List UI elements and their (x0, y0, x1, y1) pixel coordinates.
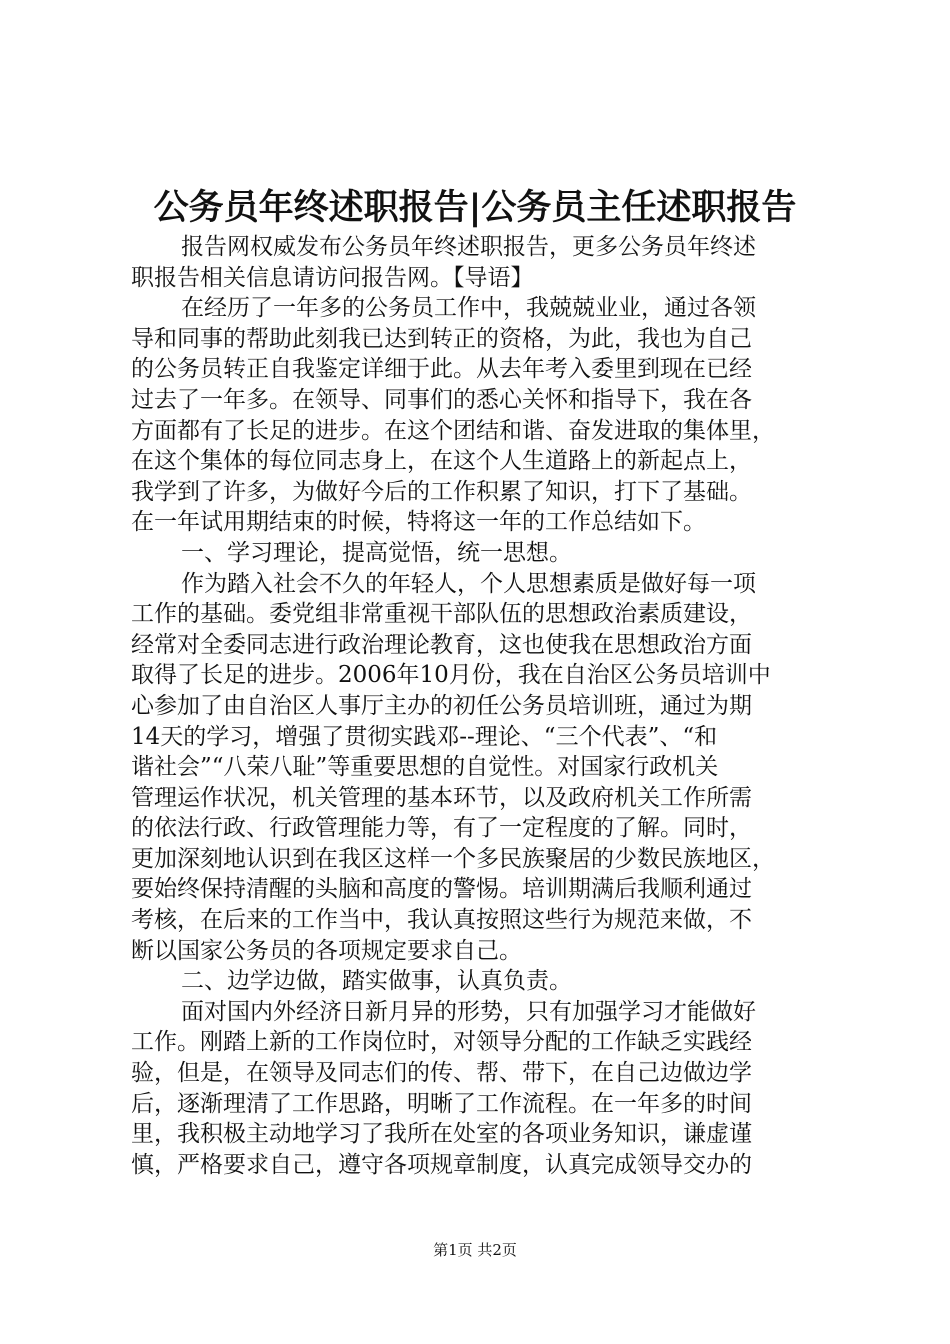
text-line: 更加深刻地认识到在我区这样一个多民族聚居的少数民族地区， (131, 845, 775, 872)
text-line: 心参加了由自治区人事厅主办的初任公务员培训班，通过为期 (131, 692, 752, 719)
text-line: 谐社会”“八荣八耻”等重要思想的自觉性。对国家行政机关 (131, 754, 719, 781)
text-line: 取得了长足的进步。2006年10月份，我在自治区公务员培训中 (131, 662, 771, 689)
text-line: 一、学习理论，提高觉悟，统一思想。 (181, 539, 572, 566)
text-line: 方面都有了长足的进步。在这个团结和谐、奋发进取的集体里， (131, 417, 775, 444)
text-line: 14天的学习，增强了贯彻实践邓--理论、“三个代表”、“和 (131, 723, 718, 750)
text-line: 慎，严格要求自己，遵守各项规章制度，认真完成领导交办的 (131, 1151, 752, 1178)
text-line: 在经历了一年多的公务员工作中，我兢兢业业，通过各领 (181, 295, 756, 322)
text-line: 管理运作状况，机关管理的基本环节，以及政府机关工作所需 (131, 784, 752, 811)
text-line: 工作。刚踏上新的工作岗位时，对领导分配的工作缺乏实践经 (131, 1029, 752, 1056)
text-line: 面对国内外经济日新月异的形势，只有加强学习才能做好 (181, 998, 756, 1025)
text-line: 验，但是，在领导及同志们的传、帮、带下，在自己边做边学 (131, 1060, 752, 1087)
text-line: 断以国家公务员的各项规定要求自己。 (131, 937, 522, 964)
text-line: 考核，在后来的工作当中，我认真按照这些行为规范来做，不 (131, 907, 752, 934)
document-body (131, 232, 831, 1180)
page-footer: 第1页 共2页 (433, 1241, 517, 1259)
text-line: 过去了一年多。在领导、同事们的悉心关怀和指导下，我在各 (131, 386, 752, 413)
text-line: 报告网权威发布公务员年终述职报告，更多公务员年终述 (181, 234, 756, 260)
text-line: 里，我积极主动地学习了我所在处室的各项业务知识，谦虚谨 (131, 1121, 752, 1148)
text-line: 的公务员转正自我鉴定详细于此。从去年考入委里到现在已经 (131, 356, 752, 383)
text-line: 二、边学边做，踏实做事，认真负责。 (181, 968, 572, 995)
text-line: 经常对全委同志进行政治理论教育，这也使我在思想政治方面 (131, 631, 752, 658)
text-line: 我学到了许多，为做好今后的工作积累了知识，打下了基础。 (131, 478, 752, 505)
text-line: 作为踏入社会不久的年轻人，个人思想素质是做好每一项 (181, 570, 756, 597)
text-line: 后，逐渐理清了工作思路，明晰了工作流程。在一年多的时间 (131, 1090, 752, 1117)
text-line: 职报告相关信息请访问报告网。【导语】 (131, 264, 534, 291)
text-line: 要始终保持清醒的头脑和高度的警惕。培训期满后我顺利通过 (131, 876, 752, 903)
document-title: 公务员年终述职报告|公务员主任述职报告 (153, 188, 797, 228)
text-line: 工作的基础。委党组非常重视干部队伍的思想政治素质建设， (131, 601, 752, 628)
text-line: 在这个集体的每位同志身上，在这个人生道路上的新起点上， (131, 448, 752, 475)
text-line: 的依法行政、行政管理能力等，有了一定程度的了解。同时， (131, 815, 752, 842)
text-line: 导和同事的帮助此刻我已达到转正的资格，为此，我也为自己 (131, 325, 752, 352)
text-line: 在一年试用期结束的时候，特将这一年的工作总结如下。 (131, 509, 706, 536)
